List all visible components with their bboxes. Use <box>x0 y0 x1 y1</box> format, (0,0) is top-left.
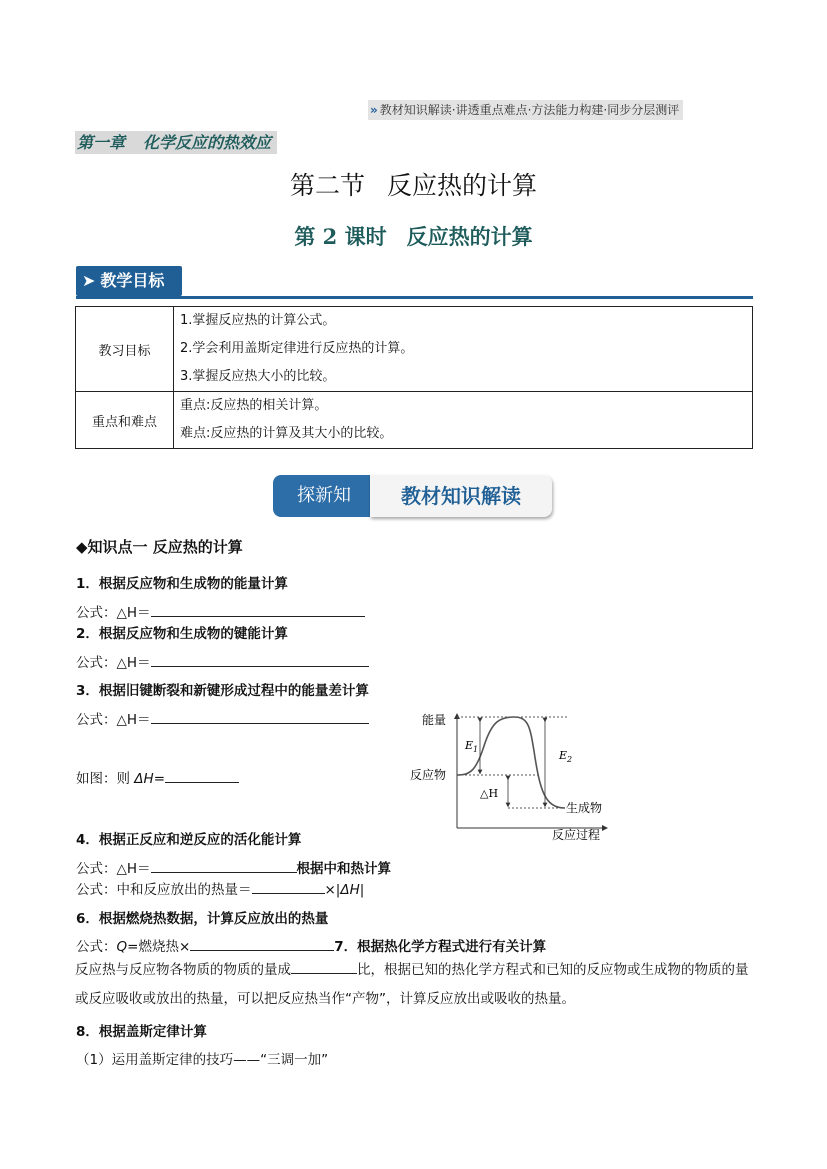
formula-label: 公式：中和反应放出的热量＝ <box>76 882 252 898</box>
answer-blank <box>190 936 334 951</box>
e1-subscript: 1 <box>473 745 479 754</box>
e1-label <box>464 739 478 754</box>
goal-item: 1.掌握反应热的计算公式。 <box>180 313 336 328</box>
paragraph-7 <box>75 956 755 1014</box>
formula-text: =燃烧热× <box>127 939 191 955</box>
item-heading-1: 1．根据反应物和生成物的能量计算 <box>76 576 288 592</box>
item-heading-7: 7．根据热化学方程式进行有关计算 <box>334 939 547 955</box>
formula-line-3 <box>76 708 369 728</box>
figure-prefix: 如图：则 <box>76 771 135 787</box>
reactant-label: 反应物 <box>410 768 447 782</box>
answer-blank <box>291 959 357 974</box>
formula-label: 公式： <box>76 939 117 955</box>
formula-line-2 <box>76 651 369 671</box>
item-heading-6: 6．根据燃烧热数据，计算反应放出的热量 <box>76 911 329 927</box>
goals-row-content <box>174 307 753 392</box>
delta-h-label: △H <box>480 787 499 800</box>
teaching-goals-banner <box>76 266 182 296</box>
section-name: 反应热的计算 <box>387 171 538 200</box>
answer-blank <box>151 602 365 617</box>
formula-label: 公式：△H＝ <box>76 605 151 621</box>
double-chevron-icon: » <box>370 103 378 117</box>
answer-blank <box>252 879 325 894</box>
formula-label: 公式：△H＝ <box>76 861 151 877</box>
e2-subscript: 2 <box>567 755 573 764</box>
delta-h-symbol: ΔH <box>134 771 154 787</box>
delta-h-symbol: ΔH <box>340 882 360 898</box>
banner-divider <box>76 296 753 299</box>
goal-item: 重点:反应热的相关计算。 <box>180 398 328 413</box>
chapter-title <box>75 131 277 154</box>
knowledge-point-title: ◆知识点一 反应热的计算 <box>76 538 243 556</box>
table-row <box>76 392 753 449</box>
goal-item: 2.学会利用盖斯定律进行反应热的计算。 <box>180 341 414 356</box>
formula-label: 公式：△H＝ <box>76 712 151 728</box>
paragraph-text: 比，根据已知的热化学方程式和已知的反应物或生成物的物质的量或反应吸收或放出的热量，可以把反应热当作“产物”，计算反应放出或吸收的热量。 <box>75 962 749 1007</box>
paragraph-text: 反应热与反应物各物质的物质的量成 <box>75 962 291 978</box>
item-heading-3: 3．根据旧键断裂和新键形成过程中的能量差计算 <box>76 683 369 699</box>
tab-explore-new: 探新知 <box>273 475 375 517</box>
q-symbol: Q <box>116 939 128 955</box>
section-number: 第二节 <box>289 171 365 200</box>
times-abs-open: ×| <box>324 882 341 898</box>
chapter-number: 第一章 <box>77 133 126 152</box>
lesson-number: 第 2 课时 <box>294 224 387 249</box>
answer-blank <box>165 768 239 783</box>
e2-letter: E <box>559 749 568 762</box>
header-banner-text: 教材知识解读·讲透重点难点·方法能力构建·同步分层测评 <box>379 103 680 117</box>
formula-line-6 <box>76 935 546 955</box>
goals-row-label: 教习目标 <box>76 307 174 392</box>
goals-table <box>75 306 753 449</box>
x-axis-label: 反应过程 <box>552 828 601 842</box>
tab-textbook-reading: 教材知识解读 <box>370 475 552 517</box>
item-heading-5: 根据中和热计算 <box>296 861 392 877</box>
section-title <box>0 166 827 202</box>
y-axis-label: 能量 <box>422 713 447 727</box>
lesson-name: 反应热的计算 <box>406 224 533 249</box>
header-banner <box>368 100 683 120</box>
e2-label <box>558 749 572 764</box>
product-label: 生成物 <box>566 801 603 815</box>
equals-sign: = <box>153 771 165 787</box>
goal-item: 难点:反应热的计算及其大小的比较。 <box>180 426 393 441</box>
goal-item: 3.掌握反应热大小的比较。 <box>180 369 336 384</box>
item-heading-2: 2．根据反应物和生成物的键能计算 <box>76 626 288 642</box>
item-heading-4: 4．根据正反应和逆反应的活化能计算 <box>76 832 302 848</box>
item-heading-8: 8．根据盖斯定律计算 <box>76 1024 207 1040</box>
arrow-right-icon: ➤ <box>82 271 96 290</box>
energy-diagram <box>400 706 615 846</box>
abs-close: | <box>359 882 365 898</box>
energy-curve <box>457 717 568 808</box>
lesson-title <box>0 221 827 251</box>
teaching-goals-label: 教学目标 <box>100 271 165 290</box>
goals-row-content <box>174 392 753 449</box>
table-row <box>76 307 753 392</box>
answer-blank <box>151 652 369 667</box>
formula-line-1 <box>76 601 365 621</box>
goals-row-label: 重点和难点 <box>76 392 174 449</box>
formula-line-5 <box>76 878 364 898</box>
e1-letter: E <box>465 739 474 752</box>
paragraph-8: （1）运用盖斯定律的技巧——“三调一加” <box>76 1052 329 1068</box>
figure-question <box>76 767 239 787</box>
formula-label: 公式：△H＝ <box>76 655 151 671</box>
answer-blank <box>151 709 369 724</box>
formula-line-4 <box>76 857 391 877</box>
chapter-name: 化学反应的热效应 <box>143 133 272 152</box>
answer-blank <box>151 858 297 873</box>
